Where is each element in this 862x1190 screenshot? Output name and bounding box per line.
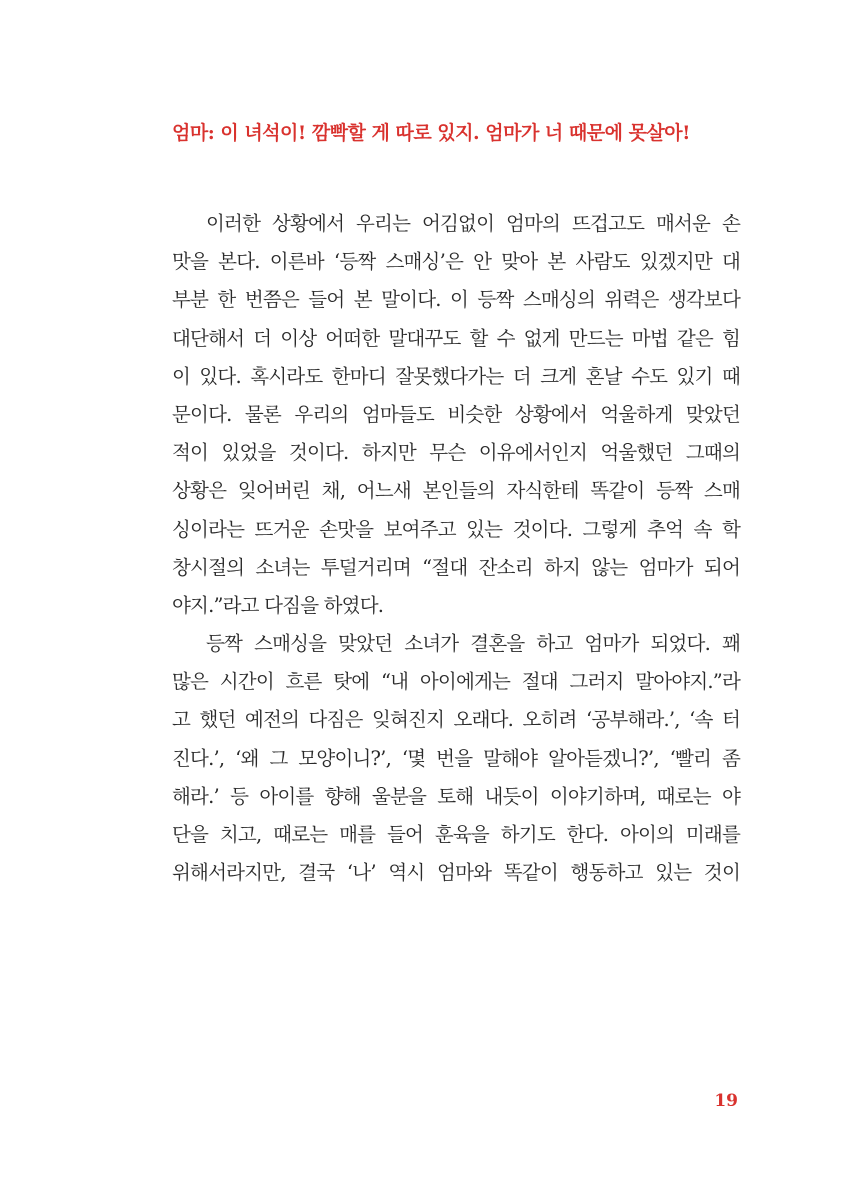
text-line: 고 했던 예전의 다짐은 잊혀진지 오래다. 오히려 ‘공부해라.’, ‘속 터: [172, 708, 740, 732]
text-line: 야지.”라고 다짐을 하였다.: [172, 593, 384, 617]
text-line: 이 있다. 혹시라도 한마디 잘못했다가는 더 크게 혼날 수도 있기 때: [172, 364, 740, 388]
paragraph: [172, 205, 740, 625]
text-line: 맛을 본다. 이른바 ‘등짝 스매싱’은 안 맞아 본 사람도 있겠지만 대: [172, 250, 740, 274]
text-line: 단을 치고, 때로는 매를 들어 훈육을 하기도 한다. 아이의 미래를: [172, 823, 740, 846]
text-line: 상황은 잊어버린 채, 어느새 본인들의 자식한테 똑같이 등짝 스매: [172, 479, 740, 503]
page-number: 19: [714, 1091, 738, 1111]
text-line: 해라.’ 등 아이를 향해 울분을 토해 내듯이 이야기하며, 때로는 야: [172, 784, 740, 808]
body-text: [172, 205, 740, 892]
text-line: 창시절의 소녀는 투덜거리며 “절대 잔소리 하지 않는 엄마가 되어: [172, 555, 740, 579]
text-line: 싱이라는 뜨거운 손맛을 보여주고 있는 것이다. 그렇게 추억 속 학: [172, 517, 740, 541]
text-line: 이러한 상황에서 우리는 어김없이 엄마의 뜨겁고도 매서운 손: [206, 212, 740, 235]
text-line: 문이다. 물론 우리의 엄마들도 비슷한 상황에서 억울하게 맞았던: [172, 402, 740, 426]
text-line: 많은 시간이 흐른 탓에 “내 아이에게는 절대 그러지 말아야지.”라: [172, 670, 740, 694]
paragraph: [172, 625, 740, 892]
dialogue-line: 엄마: 이 녀석이! 깜빡할 게 따로 있지. 엄마가 너 때문에 못살아!: [172, 122, 690, 144]
text-line: 위해서라지만, 결국 ‘나’ 역시 엄마와 똑같이 행동하고 있는 것이: [172, 861, 740, 885]
text-line: 등짝 스매싱을 맞았던 소녀가 결혼을 하고 엄마가 되었다. 꽤: [206, 632, 740, 656]
text-line: 진다.’, ‘왜 그 모양이니?’, ‘몇 번을 말해야 알아듣겠니?’, ‘빨리 좀: [172, 746, 740, 770]
text-line: 부분 한 번쯤은 들어 본 말이다. 이 등짝 스매싱의 위력은 생각보다: [172, 288, 740, 312]
text-line: 대단해서 더 이상 어떠한 말대꾸도 할 수 없게 만드는 마법 같은 힘: [172, 326, 740, 350]
text-line: 적이 있었을 것이다. 하지만 무슨 이유에서인지 억울했던 그때의: [172, 441, 740, 465]
